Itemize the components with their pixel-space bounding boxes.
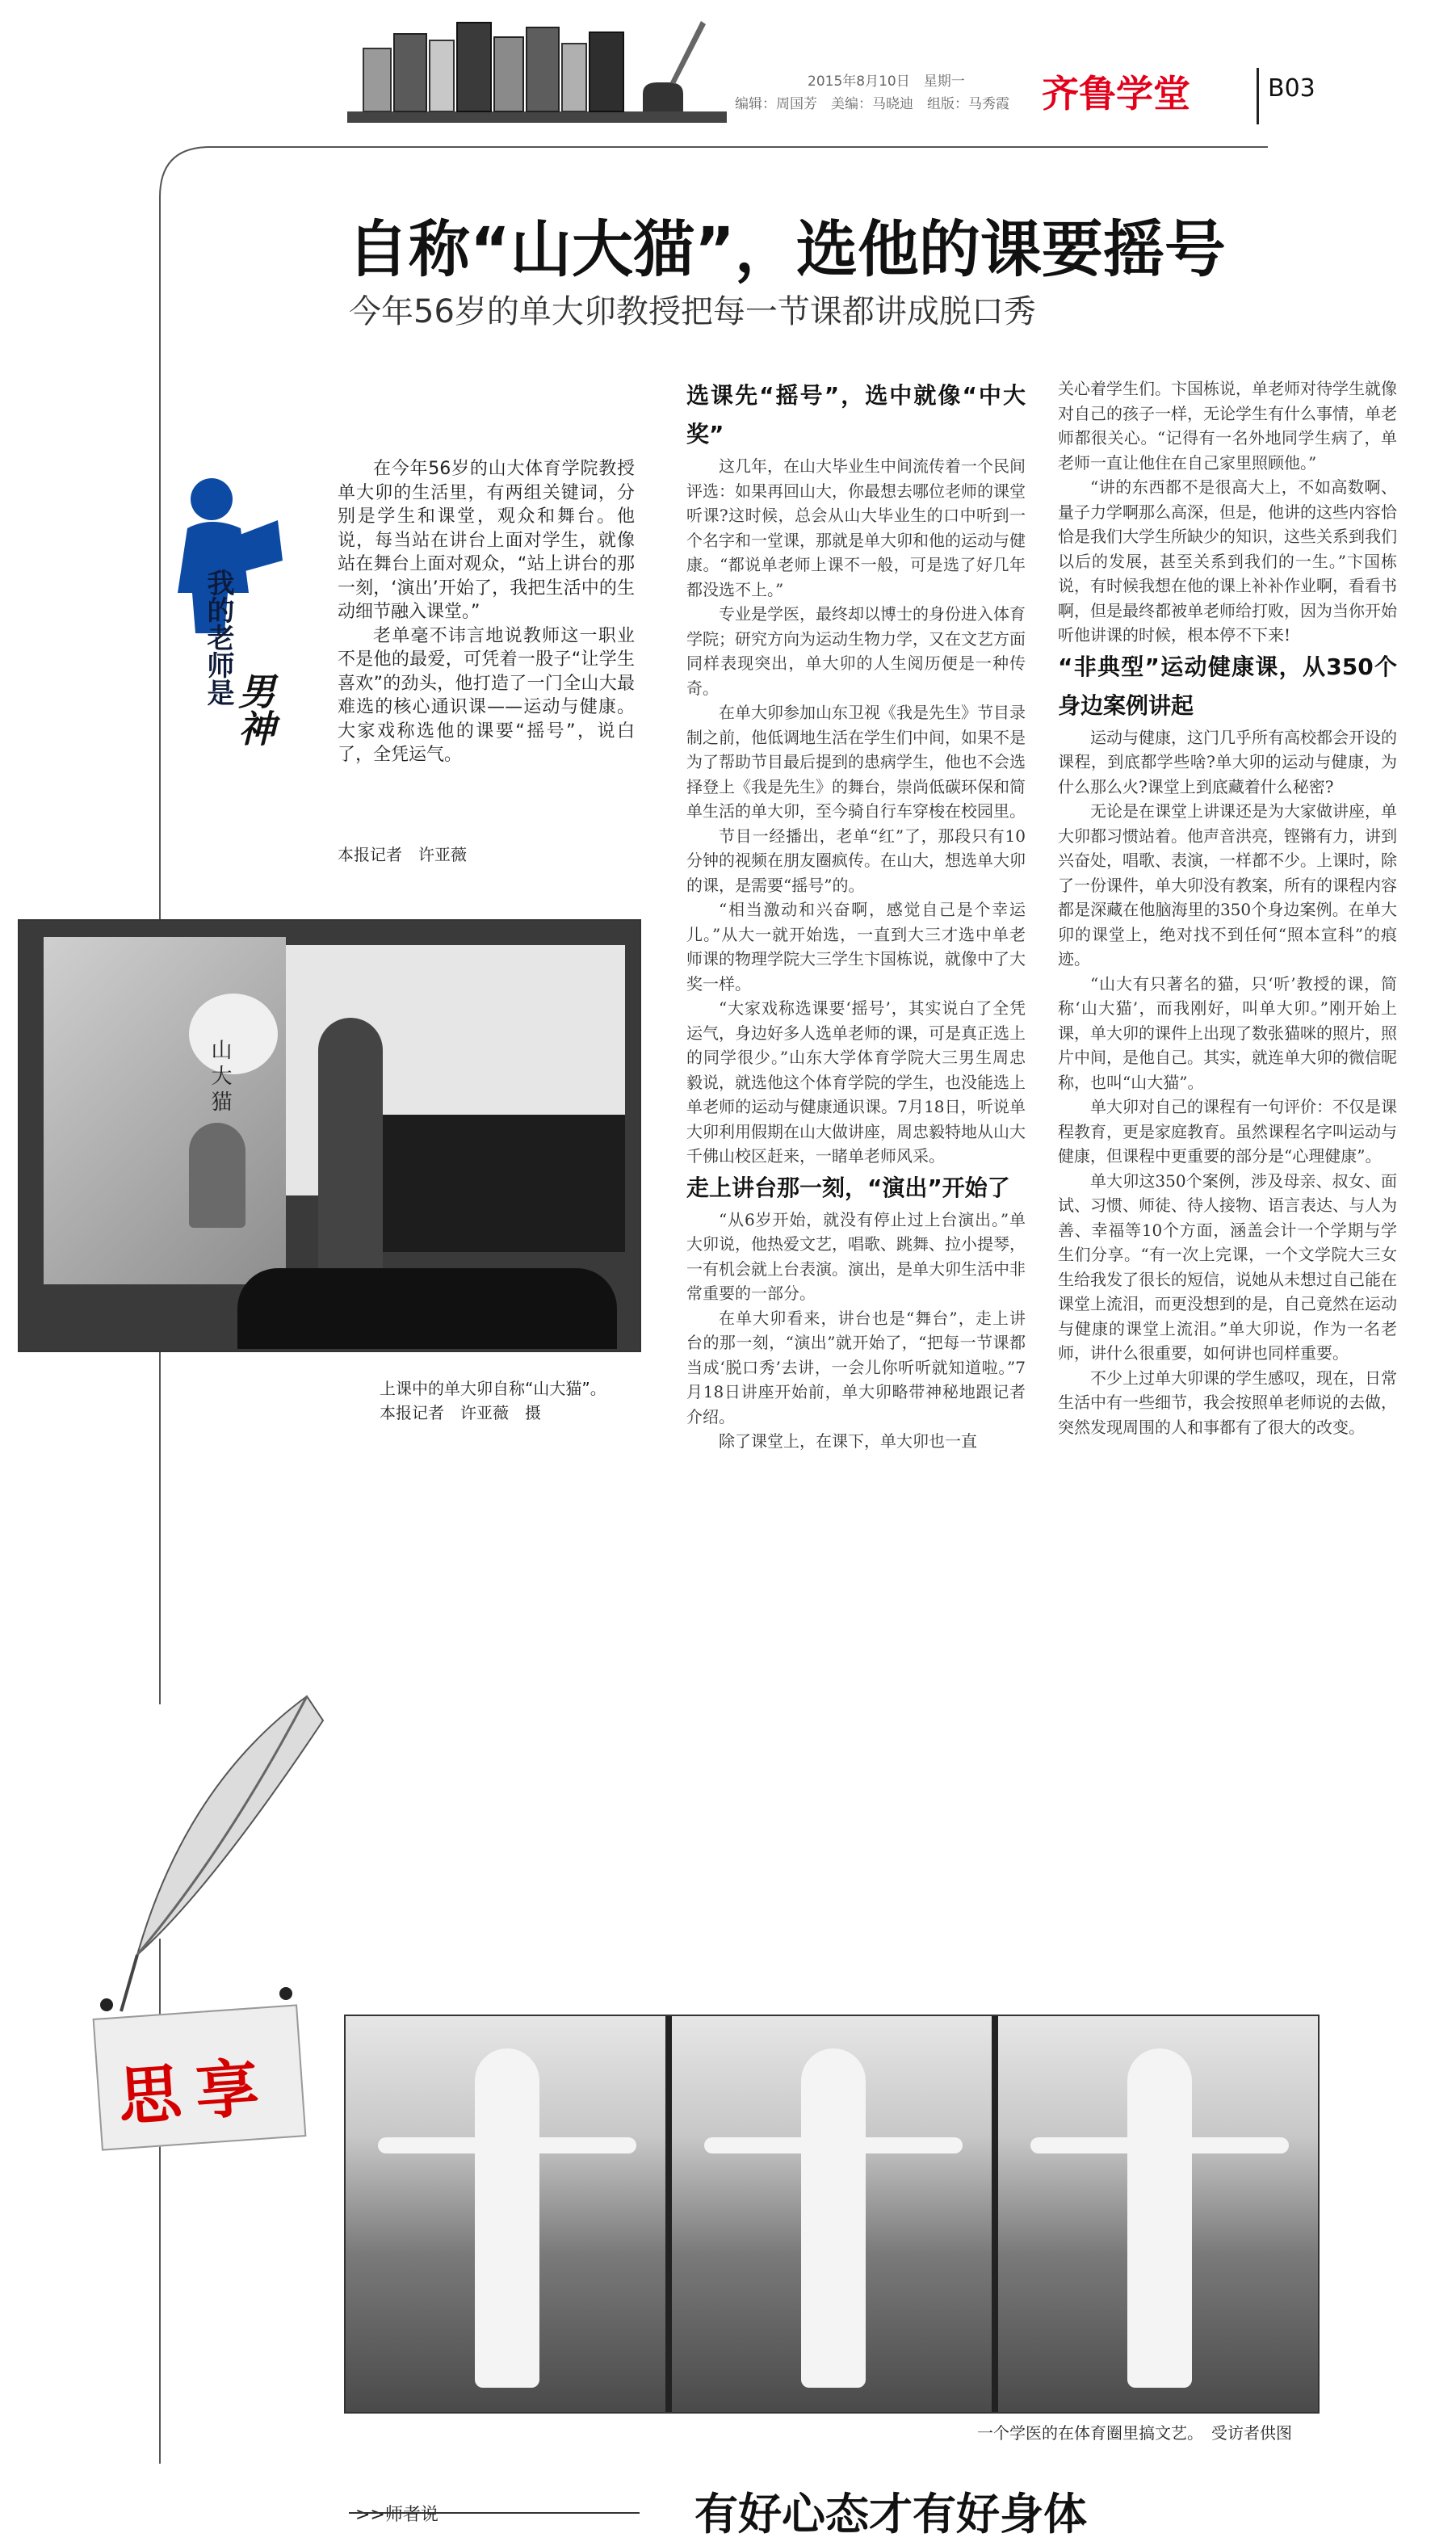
body-paragraph: 运动与健康，这门几乎所有高校都会开设的课程，到底都学些啥?单大卯的运动与健康，为什么那么火?课堂上到底藏着什么秘密? [1058,727,1397,796]
body-paragraph: “从6岁开始，就没有停止过上台演出。”单大卯说，他热爱文艺，唱歌、跳舞、拉小提琴，一有机会就上台表演。演出，是单大卯生活中非常重要的一部分。 [686,1209,1026,1303]
issue-date: 2015年8月10日 星期一 [808,74,965,90]
dance-photo-strip [344,2015,1320,2414]
body-paragraph: 单大卯这350个案例，涉及母亲、叔女、面试、习惯、师徒、待人接物、语言表达、与人为善、幸福等10个方面，涵盖会计一个学期与学生们分享。“有一次上完课，一个文学院大三女生给我发了很长的短信，说她从未想过自己能在课堂上流泪，而更没想到的是，自己竟然在运动与健康的课堂上流泪。”单大卯说，作为一名老师，讲什么很重要，如何讲也同样重要。 [1058,1170,1397,1363]
subheadline: 今年56岁的单大卯教授把每一节课都讲成脱口秀 [349,293,1036,330]
body-paragraph: “大家戏称选课要‘摇号’，其实说白了全凭运气，身边好多人选单老师的课，可是真正选上的同学很少。”山东大学体育学院大三男生周忠毅说，就选他这个体育学院的学生，也没能选上单老师的运动与健康通识课。7月18日，听说单大卯利用假期在山大做讲座，周忠毅特地从山大千佛山校区赶来，一睹单老师风采。 [686,998,1026,1166]
body-paragraph: 单大卯对自己的课程有一句评价：不仅是课程教育，更是家庭教育。虽然课程名字叫运动与健康，但课程中更重要的部分是“心理健康”。 [1058,1097,1397,1166]
teacher-portrait [189,1123,245,1228]
body-column-2 [1058,376,1397,1439]
dancer-figure [801,2048,866,2388]
body-paragraph: “山大有只著名的猫，只‘听’教授的课，简称‘山大猫’，而我刚好，叫单大卯。”刚开始上课，单大卯的课件上出现了数张猫咪的照片，照片中间，是他自己。其实，就连单大卯的微信昵称，也叫“山大猫”。 [1058,973,1397,1092]
chalkboard [359,1115,625,1252]
pin-icon [100,1998,113,2011]
teacher-says-tag: >>师者说 [355,2505,438,2525]
lead-text [338,457,635,767]
subheading-cases: “非典型”运动健康课，从350个身边案例讲起 [1058,653,1397,719]
slide-projection [44,937,286,1284]
section-title: 齐鲁学堂 [1042,72,1190,116]
sixiang-label: 思享 [115,2051,276,2135]
body-paragraph: 不少上过单大卯课的学生感叹，现在，日常生活中有一些细节，我会按照单老师说的去做，突然发现周围的人和事都有了很大的改变。 [1058,1368,1397,1437]
body-paragraph: 无论是在课堂上讲课还是为大家做讲座，单大卯都习惯站着。他声音洪亮，铿锵有力，讲到兴奋处，唱歌、表演，一样都不少。上课时，除了一份课件，单大卯没有教案，所有的课程内容都是深藏在他脑海里的350个身边案例。在单大卯的课堂上，绝对找不到任何“照本宣科”的痕迹。 [1058,801,1397,968]
body-paragraph: 节目一经播出，老单“红”了，那段只有10分钟的视频在朋友圈疯传。在山大，想选单大卯的课，是需要“摇号”的。 [686,826,1026,895]
page-number: B03 [1268,74,1315,103]
lead-byline: 本报记者 许亚薇 [338,845,467,864]
dancer-arms [1030,2137,1289,2153]
dance-frame-1 [346,2016,665,2412]
bottom-title: 有好心态才有好身体 [694,2489,1087,2540]
subheading-lottery: 选课先“摇号”，选中就像“中大奖” [686,382,1026,447]
body-paragraph: “讲的东西都不是很高大上，不如高数啊、量子力学啊那么高深，但是，他讲的这些内容恰恰是我们大学生所缺少的知识，这些关系到我们以后的发展，甚至关系到我们的一生。”卞国栋说，有时候我想在他的课上补补作业啊，看看书啊，但是最终都被单老师给打败，因为当你开始听他讲课的时候，根本停不下来! [1058,477,1397,645]
photo1-caption: 上课中的单大卯自称“山大猫”。 本报记者 许亚薇 摄 [380,1379,615,1422]
column-label-god: 男神 [233,672,276,746]
dancer-arms [378,2137,636,2153]
body-paragraph: 这几年，在山大毕业生中间流传着一个民间评选：如果再回山大，你最想去哪位老师的课堂听课?这时候，总会从山大毕业生的口中听到一个名字和一堂课，那就是单大卯和他的运动与健康。“都说单老师上课不一般，可是选了好几年都没选不上。” [686,456,1026,599]
slide-text: 山大猫 [208,1039,232,1116]
body-column-1 [686,376,1026,1454]
dance-frame-2 [672,2016,992,2412]
headline: 自称“山大猫”，选他的课要摇号 [347,213,1226,285]
dancer-figure [475,2048,539,2388]
column-label-teacher: 我的老师是 [202,569,234,706]
editor-credits: 编辑：周国芳 美编：马晓迪 组版：马秀霞 [735,96,1009,112]
classroom-photo [18,919,641,1352]
body-paragraph: 关心着学生们。卞国栋说，单老师对待学生就像对自己的孩子一样，无论学生有什么事情，单老师都很关心。“记得有一名外地同学生病了，单老师一直让他住在自己家里照顾他。” [1058,379,1397,473]
teacher-figure [318,1018,383,1284]
dancer-arms [704,2137,963,2153]
dancer-figure [1127,2048,1192,2388]
photo2-caption: 一个学医的在体育圈里搞文艺。 受访者供图 [977,2423,1292,2443]
body-paragraph: “相当激动和兴奋啊，感觉自己是个幸运儿。”从大一就开始选，一直到大三才选中单老师课的物理学院大三学生卞国栋说，就像中了大奖一样。 [686,900,1026,994]
body-paragraph: 在单大卯看来，讲台也是“舞台”，走上讲台的那一刻，“演出”就开始了，“把每一节课都当成‘脱口秀’去讲，一会儿你听听就知道啦。”7月18日讲座开始前，单大卯略带神秘地跟记者介绍。 [686,1308,1026,1426]
dance-frame-3 [998,2016,1318,2412]
pin-icon [279,1987,292,2000]
lead-paragraph: 在今年56岁的山大体育学院教授单大卯的生活里，有两组关键词，分别是学生和课堂，观众和舞台。他说，每当站在讲台上面对学生，就像站在舞台上面对观众，“站上讲台的那一刻，‘演出’开始了，我把生活中的生动细节融入课堂。” [338,459,635,622]
body-paragraph: 除了课堂上，在课下，单大卯也一直 [719,1431,977,1451]
body-paragraph: 在单大卯参加山东卫视《我是先生》节目录制之前，他低调地生活在学生们中间，如果不是为了帮助节目最后提到的患病学生，他也不会选择登上《我是先生》的舞台，崇尚低碳环保和简单生活的单大卯，至今骑自行车穿梭在校园里。 [686,703,1026,821]
subheading-performance: 走上讲台那一刻，“演出”开始了 [686,1174,1010,1201]
lead-paragraph: 老单毫不讳言地说教师这一职业不是他的最爱，可凭着一股子“让学生喜欢”的劲头，他打造了一门全山大最难选的核心通识课——运动与健康。大家戏称选他的课要“摇号”，说白了，全凭运气。 [338,625,635,765]
teacher-says-rule [349,2512,640,2514]
body-paragraph: 专业是学医，最终却以博士的身份进入体育学院；研究方向为运动生物力学，又在文艺方面同样表现突出，单大卯的人生阅历便是一种传奇。 [686,604,1026,698]
students-heads [237,1268,617,1349]
feather-icon [89,1688,331,2027]
